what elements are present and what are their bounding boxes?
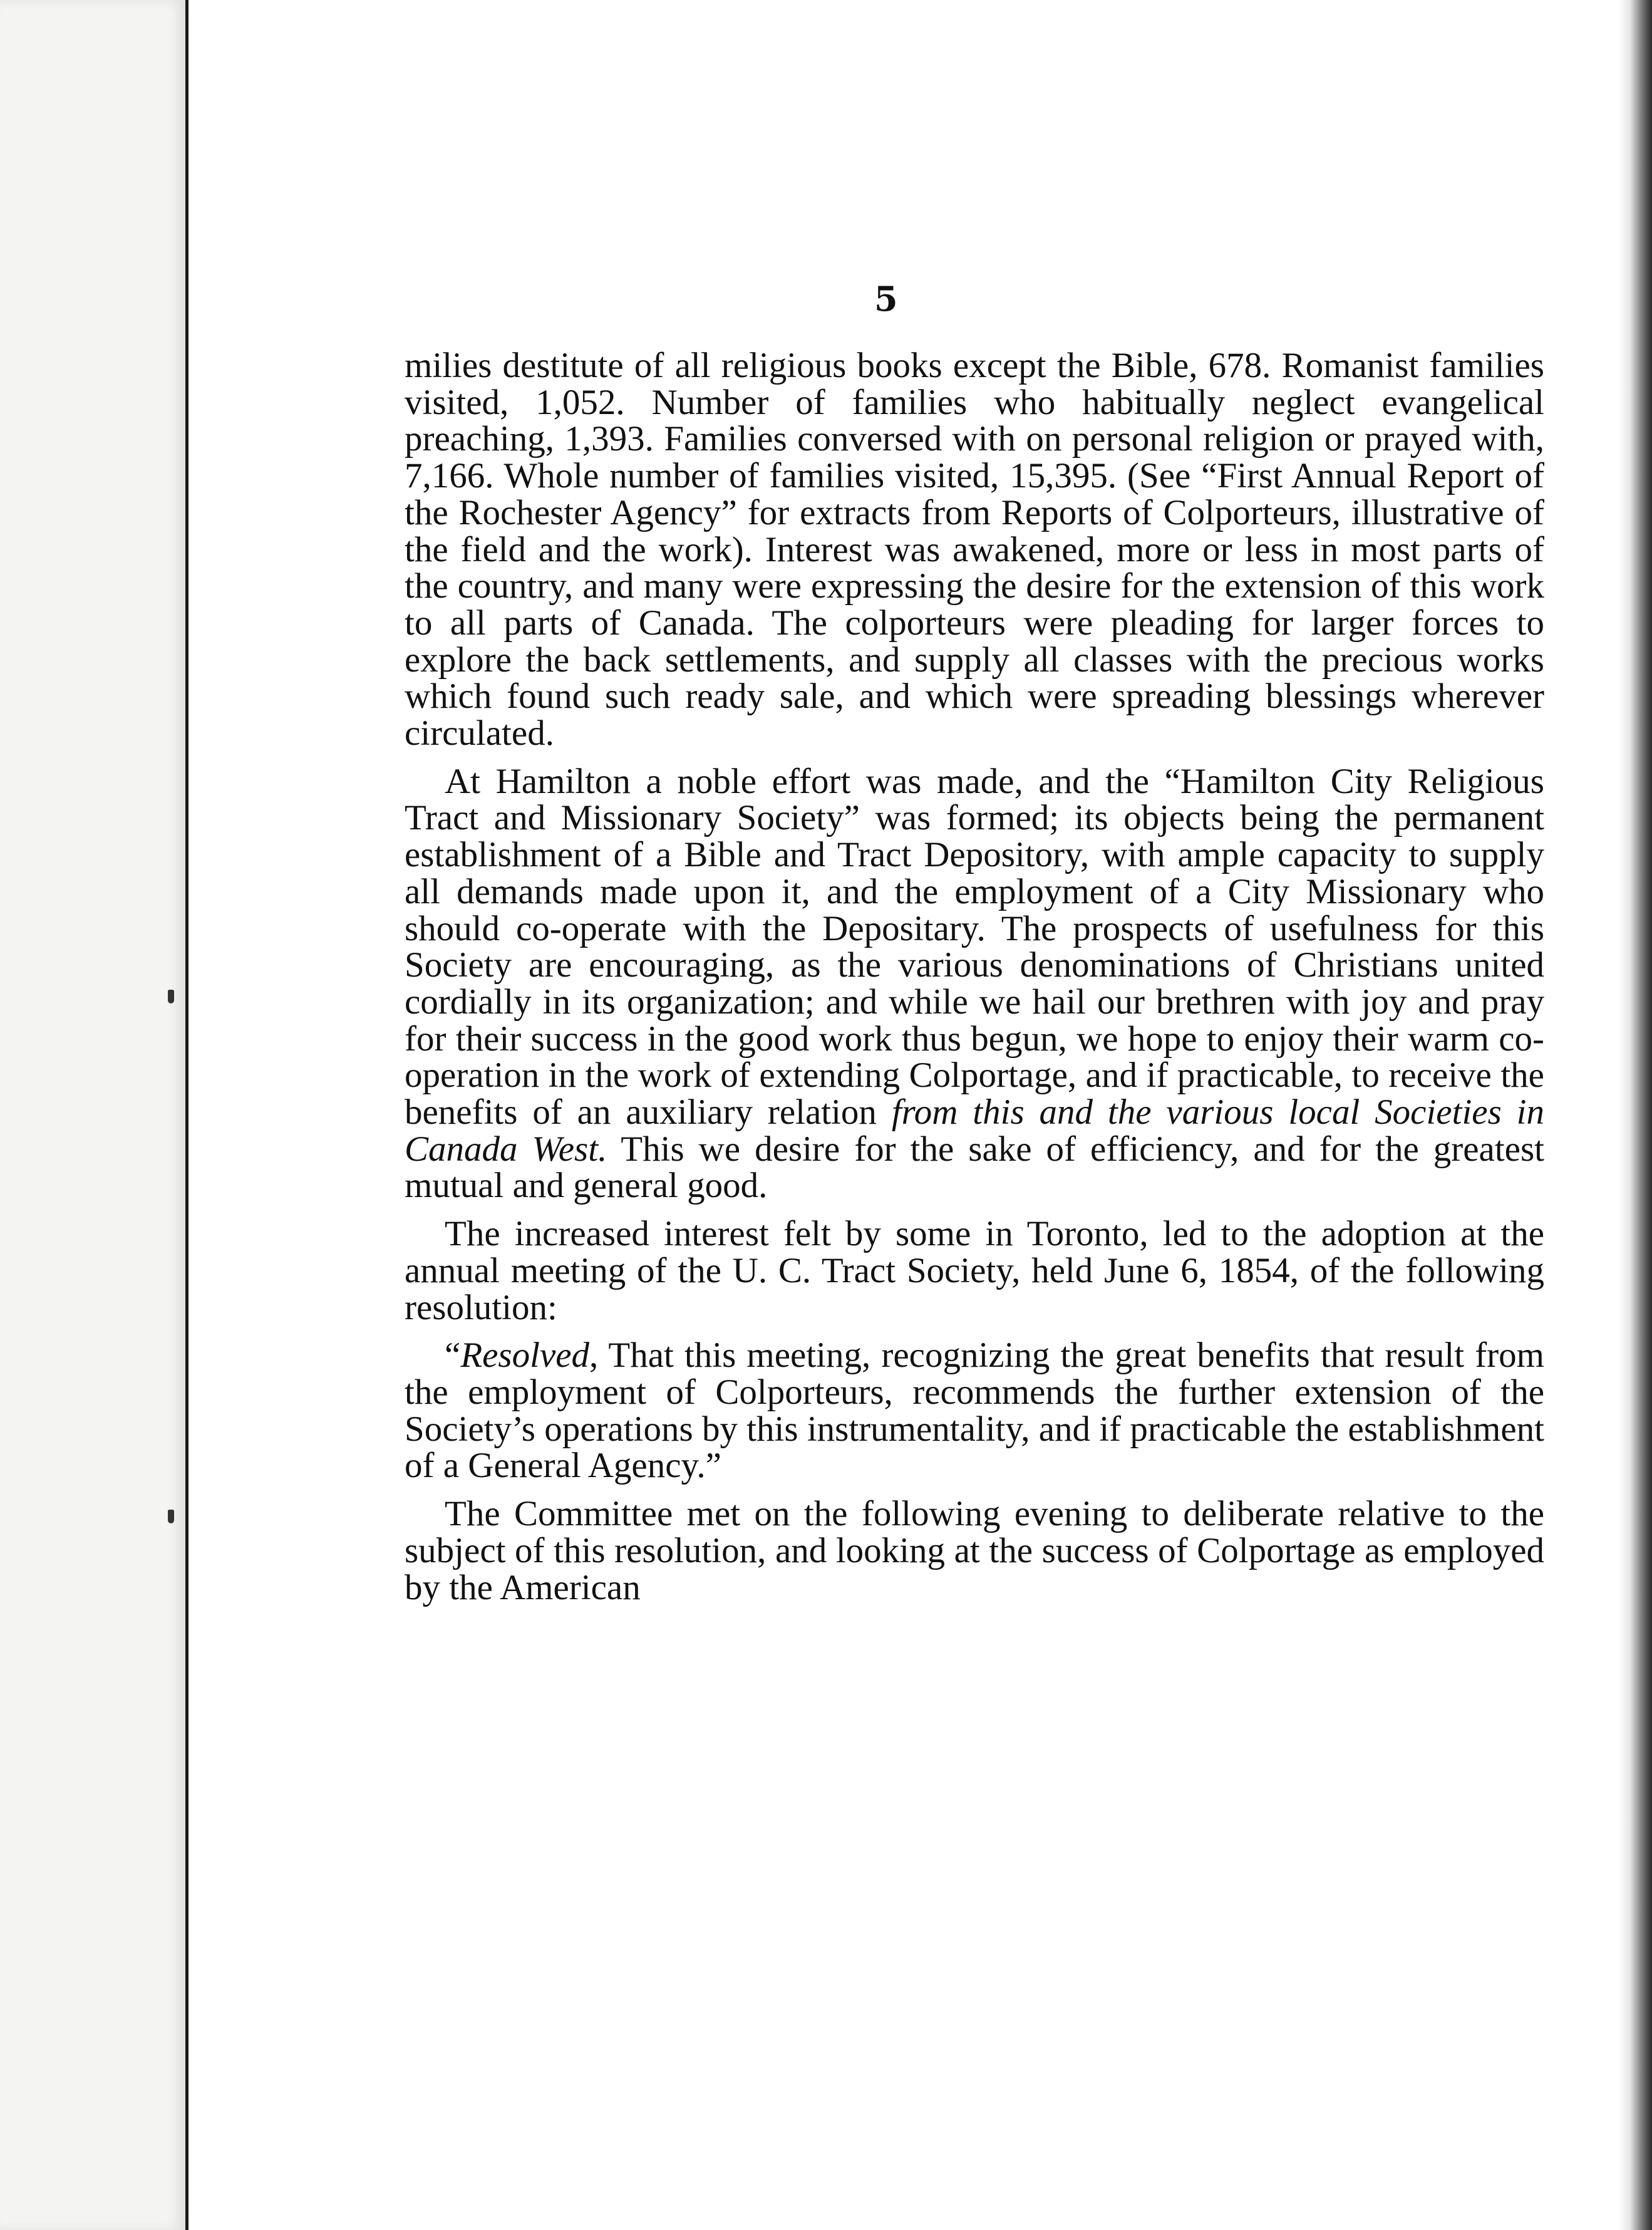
text-segment: milies destitute of all religious books except the Bible, 678. Romanist families visited, 1,052. Number of families who habitually neglect evangelical preaching, 1,393. Families conversed with on personal religion or prayed with, 7,166. Whole number of families visited, 15,395. (See “First Annual Report of the Rochester Agency” for extracts from Reports of Colporteurs, illustrative of the field and the work). Interest was awakened, more or less in most parts of the country, and many were expressing the desire for the extension of this work to all parts of Canada. The colporteurs were pleading for larger forces to explore the back settlements, and supply all classes with the precious works which found such ready sale, and which were spreading blessings wherever circulated. <box>405 346 1544 754</box>
text-segment: At Hamilton a noble effort was made, and the “Hamilton City Religious Tract and Missionary Society” was formed; its objects being the permanent establishment of a Bible and Tract Depository, with ample capacity to supply all demands made upon it, and the employment of a City Missionary who should co-operate with the Depositary. The prospects of usefulness for this Society are encouraging, as the various denominations of Christians united cordially in its organization; and while we hail our brethren with joy and pray for their success in the good work thus begun, we hope to enjoy their warm co-operation in the work of extending Colportage, and if practicable, to receive the benefits of an auxiliary relation <box>405 761 1544 1133</box>
paragraph <box>405 1216 1544 1326</box>
paragraph <box>405 1496 1544 1606</box>
text-segment: The increased interest felt by some in Toronto, led to the adoption at the annual meeting of the U. C. Tract Society, held June 6, 1854, of the following resolution: <box>405 1214 1544 1327</box>
margin-mark <box>168 990 174 1004</box>
text-segment: “ <box>445 1335 461 1376</box>
page-number: 5 <box>874 279 898 319</box>
body-text <box>405 348 1544 1606</box>
paragraph <box>405 348 1544 752</box>
text-segment: , That this meeting, recognizing the great benefits that result from the employment of Colporteurs, recommends the further extension of the Society’s operations by this instrumentality, and if practicable the establishment of a General Agency.” <box>405 1335 1544 1486</box>
italic-text-segment: Resolved <box>460 1335 590 1376</box>
paragraph <box>405 1337 1544 1485</box>
book-page <box>188 0 1618 2230</box>
page-right-edge <box>1618 0 1652 2230</box>
margin-mark <box>168 1510 174 1523</box>
text-segment: The Committee met on the following evening to deliberate relative to the subject of this resolution, and looking at the success of Colportage as employed by the American <box>405 1494 1544 1607</box>
italic-text-segment: from this and the various local Societies in Canada West. <box>405 1092 1544 1169</box>
facing-page-edge <box>0 0 188 2230</box>
text-segment: This we desire for the sake of efficiency, and for the greatest mutual and general good. <box>405 1129 1544 1206</box>
paragraph <box>405 761 1544 1206</box>
